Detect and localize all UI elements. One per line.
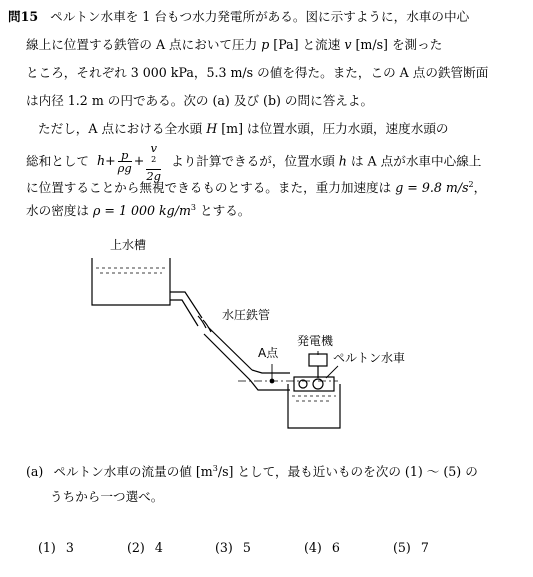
label-penstock: 水圧鉄管 [222,308,271,322]
upper-tank [92,258,170,305]
label-upper-tank: 上水槽 [110,238,147,252]
choice-4[interactable]: (4) 6 [304,540,340,555]
point-a-marker [270,379,275,384]
choice-3[interactable]: (3) 5 [215,540,251,555]
label-turbine: ペルトン水車 [333,351,406,365]
choice-1[interactable]: (1) 3 [38,540,74,555]
head-formula: h+ $\frac{p}{\rho g}$ + v $^2$ 2g [96,141,162,183]
choice-2[interactable]: (2) 4 [127,540,163,555]
choice-5[interactable]: (5) 7 [393,540,429,555]
question-line-5: ただし，A 点における全水頭 H [m] は位置水頭，圧力水頭，速度水頭の [38,121,449,136]
generator [309,354,327,378]
question-line-2: 線上に位置する鉄管の A 点において圧力 p [Pa] と流速 v [m/s] を測った [26,37,443,52]
turbine-housing [288,377,340,428]
question-line-4: は内径 1.2 m の円である。次の (a) 及び (b) の問に答えよ。 [26,93,374,108]
question-number: 問15 [8,9,39,24]
label-generator: 発電機 [297,334,334,348]
label-point-a: A点 [258,346,279,360]
question-line-3: ところ，それぞれ 3 000 kPa，5.3 m/s の値を得た。また，この A 点の鉄管断面 [26,65,489,80]
question-line-8: 水の密度は ρ = 1 000 $kg/m^3$ とする。 [26,203,251,219]
question-line-6: 総和として h+ $\frac{p}{\rho g}$ + v $^2$ 2g より計算できるが，位置水頭 h は A 点が水車中心線上 [26,141,482,183]
subquestion-a-line-1: (a) ペルトン水車の流量の値 $[m^3/s]$ として，最も近いものを次の (1) ～ (5) の [26,464,478,480]
question-line-1: 問15 ペルトン水車を 1 台もつ水力発電所がある。図に示すように，水車の中心 [8,9,470,24]
question-line-7: に位置することから無視できるものとする。また，重力加速度は g = 9.8 $m/s^2$， [26,180,487,196]
subquestion-a-line-2: うちから一つ選べ。 [50,489,164,504]
